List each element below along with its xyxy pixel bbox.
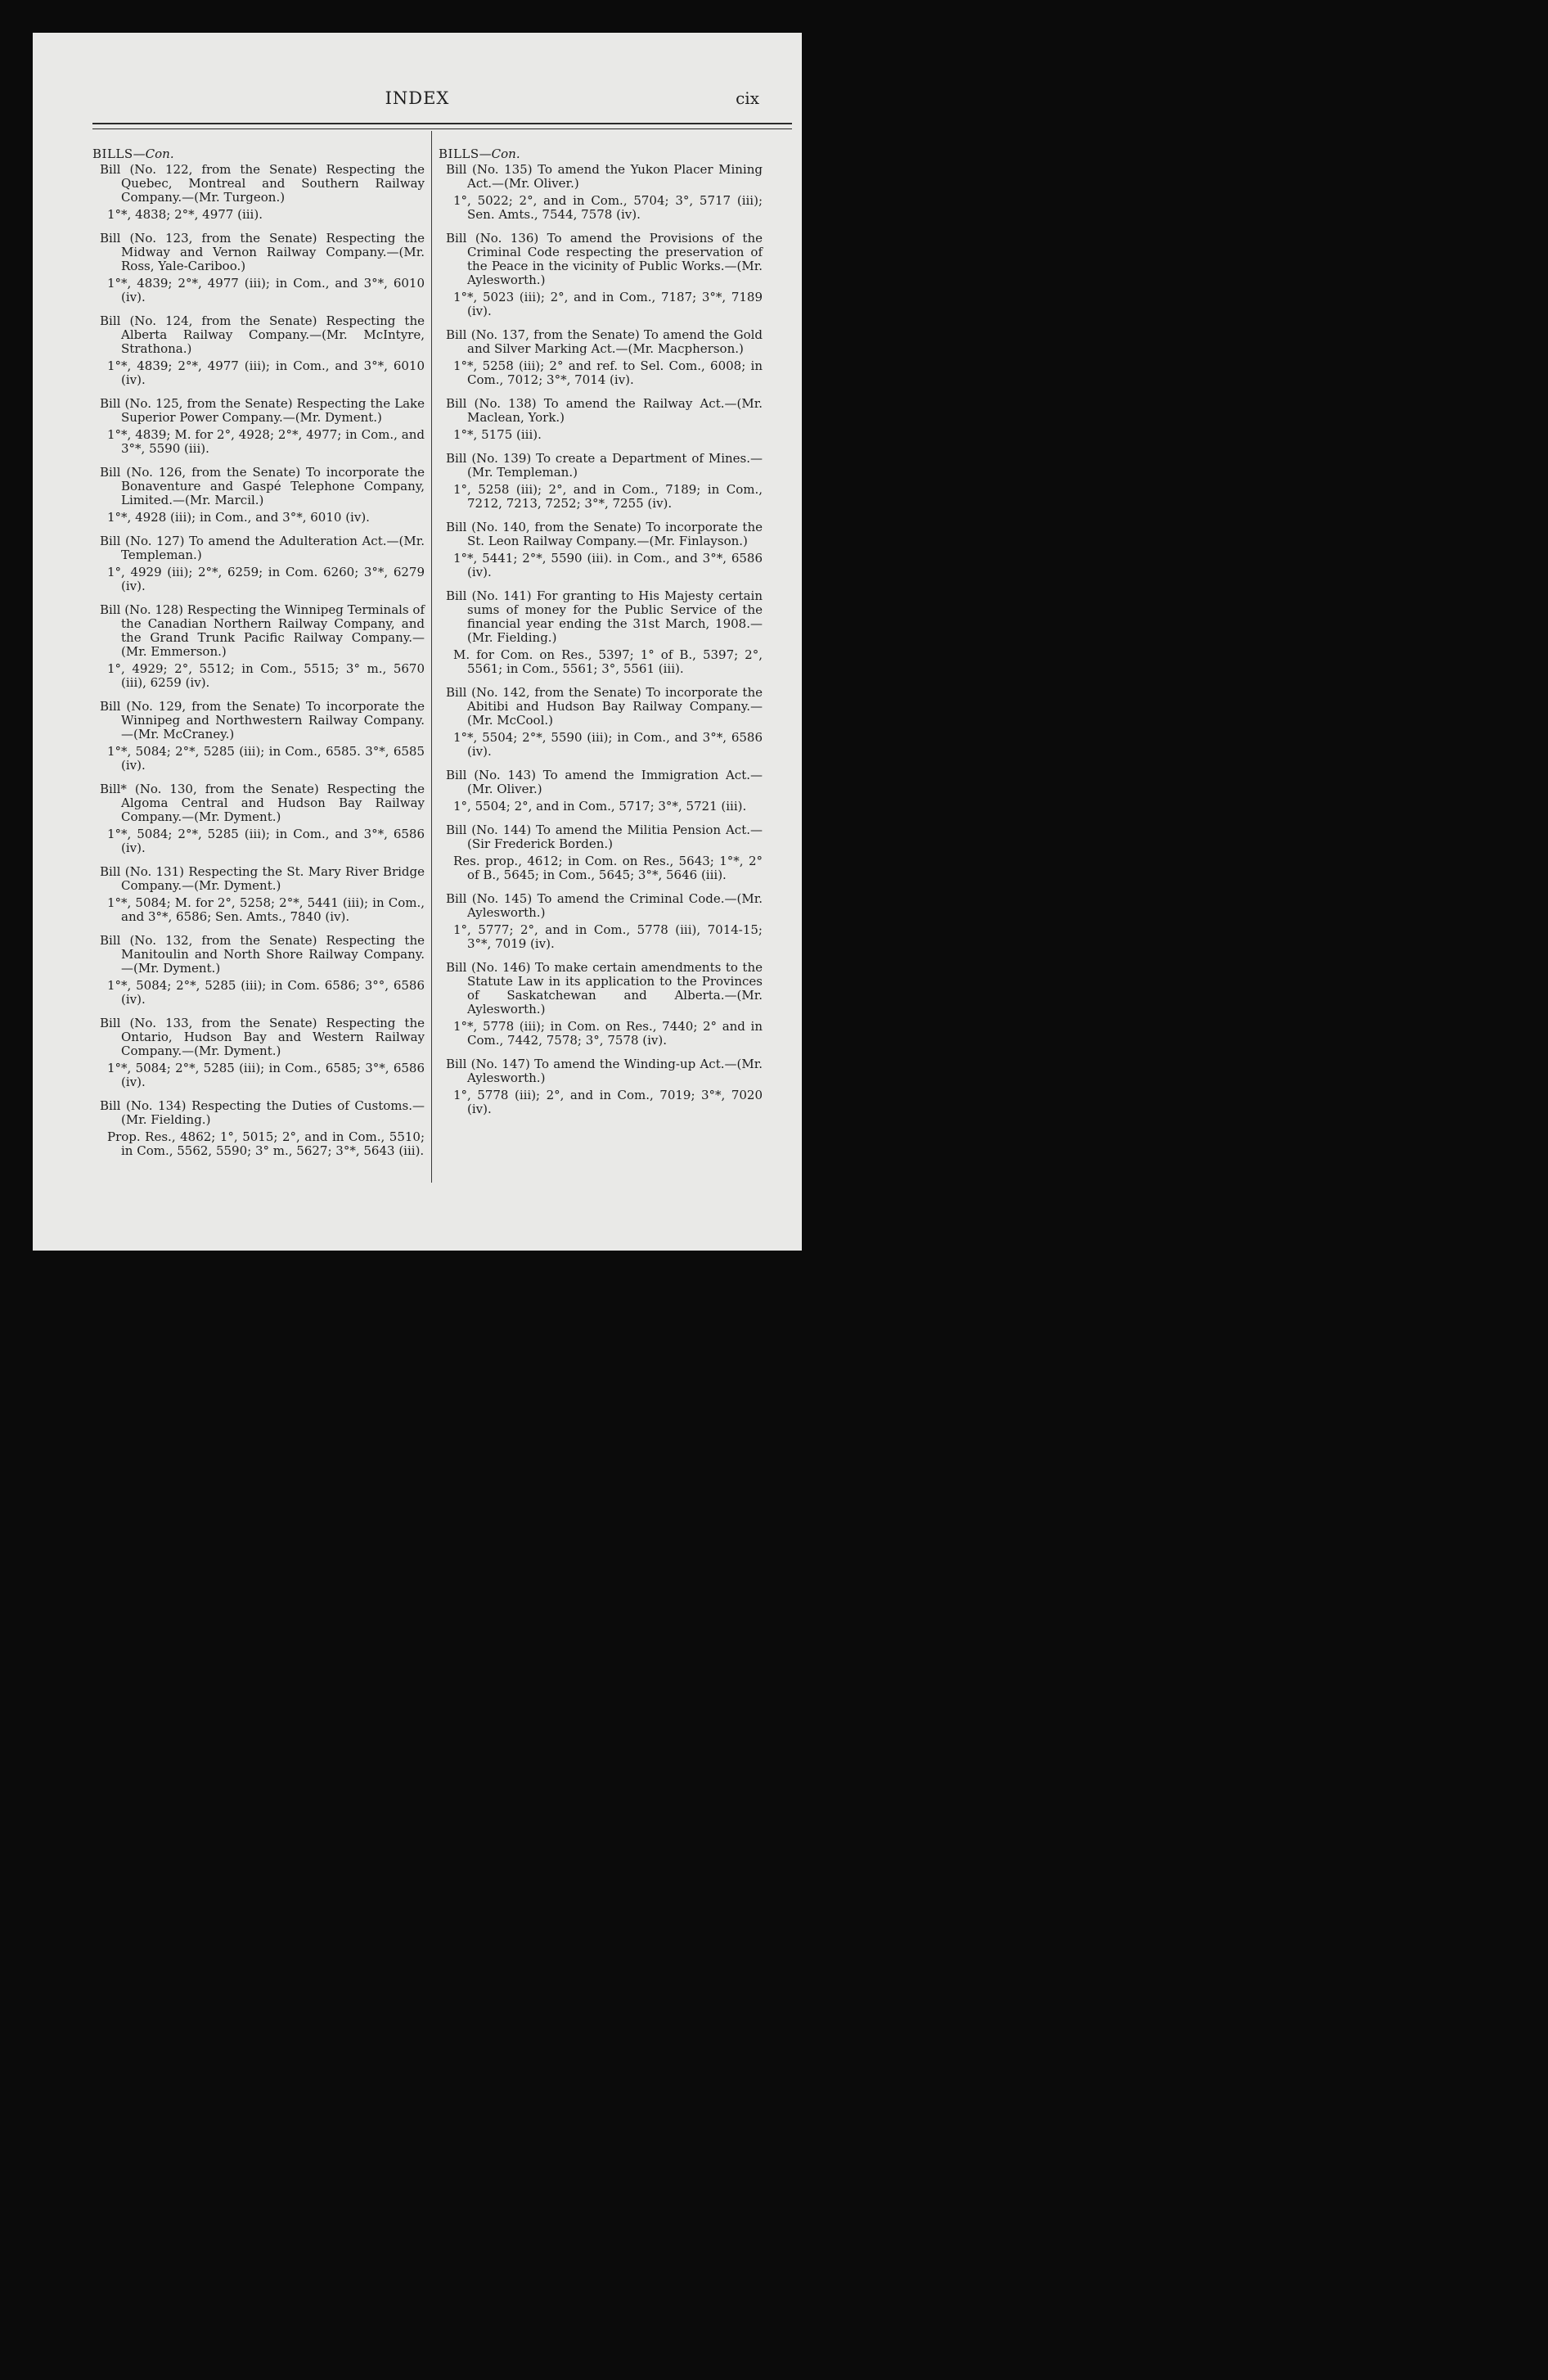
index-entry bbox=[439, 328, 763, 387]
entry-title: Bill (No. 144) To amend the Militia Pension Act.—(Sir Frederick Borden.) bbox=[446, 823, 763, 851]
heading-label: BILLS bbox=[92, 146, 133, 161]
entry-title: Bill (No. 143) To amend the Immigration Act.—(Mr. Oliver.) bbox=[446, 768, 763, 796]
entry-title: Bill (No. 126, from the Senate) To incorporate the Bonaventure and Gaspé Telephone Company, Limited.—(Mr. Marcil.) bbox=[100, 465, 425, 507]
entry-stages: 1°*, 5778 (iii); in Com. on Res., 7440; 2° and in Com., 7442, 7578; 3°, 7578 (iv). bbox=[453, 1019, 763, 1048]
index-entry bbox=[92, 1099, 425, 1158]
entry-stages: 1°, 5778 (iii); 2°, and in Com., 7019; 3°*, 7020 (iv). bbox=[453, 1088, 763, 1116]
entry-title: Bill (No. 146) To make certain amendments to the Statute Law in its application to the Provinces of Saskatchewan and Alberta.—(Mr. Aylesworth.) bbox=[446, 960, 763, 1016]
entry-stages: 1°*, 5258 (iii); 2° and ref. to Sel. Com., 6008; in Com., 7012; 3°*, 7014 (iv). bbox=[453, 358, 763, 387]
entry-stages: 1°*, 5023 (iii); 2°, and in Com., 7187; 3°*, 7189 (iv). bbox=[453, 290, 763, 318]
entry-stages: 1°*, 5084; 2°*, 5285 (iii); in Com. 6586; 3°°, 6586 (iv). bbox=[107, 978, 425, 1007]
header-rule-thin bbox=[92, 128, 792, 129]
entry-title: Bill (No. 141) For granting to His Majesty certain sums of money for the Public Service of the financial year ending the 31st March, 1908.—(Mr. Fielding.) bbox=[446, 588, 763, 645]
index-entry bbox=[92, 163, 425, 222]
index-entry bbox=[439, 589, 763, 676]
entry-title: Bill (No. 127) To amend the Adulteration Act.—(Mr. Templeman.) bbox=[100, 534, 425, 562]
entry-title: Bill (No. 139) To create a Department of Mines.—(Mr. Templeman.) bbox=[446, 451, 763, 480]
entry-stages: 1°*, 5084; M. for 2°, 5258; 2°*, 5441 (iii); in Com., and 3°*, 6586; Sen. Amts., 7840 (iv). bbox=[107, 895, 425, 924]
entry-stages: 1°*, 4839; 2°*, 4977 (iii); in Com., and 3°*, 6010 (iv). bbox=[107, 276, 425, 304]
entry-title: Bill (No. 129, from the Senate) To incorporate the Winnipeg and Northwestern Railway Company.—(Mr. McCraney.) bbox=[100, 699, 425, 741]
entry-stages: 1°*, 4839; M. for 2°, 4928; 2°*, 4977; in Com., and 3°*, 5590 (iii). bbox=[107, 427, 425, 456]
index-entry bbox=[439, 961, 763, 1048]
index-entry bbox=[92, 314, 425, 387]
index-entry bbox=[92, 865, 425, 924]
entry-stages: 1°*, 4928 (iii); in Com., and 3°*, 6010 (iv). bbox=[107, 510, 370, 525]
heading-suffix: —Con. bbox=[133, 146, 174, 161]
page-title: INDEX bbox=[385, 88, 450, 108]
entry-stages: 1°*, 5084; 2°*, 5285 (iii); in Com., 6585. 3°*, 6585 (iv). bbox=[107, 744, 425, 773]
entry-title: Bill (No. 132, from the Senate) Respecting the Manitoulin and North Shore Railway Company.—(Mr. Dyment.) bbox=[100, 933, 425, 976]
index-entry bbox=[92, 934, 425, 1007]
section-heading bbox=[439, 147, 763, 161]
entry-title: Bill* (No. 130, from the Senate) Respecting the Algoma Central and Hudson Bay Railway Company.—(Mr. Dyment.) bbox=[100, 782, 425, 824]
index-entry bbox=[439, 823, 763, 882]
index-entry bbox=[92, 232, 425, 304]
entry-stages: Res. prop., 4612; in Com. on Res., 5643; 1°*, 2° of B., 5645; in Com., 5645; 3°*, 5646 (iii). bbox=[453, 854, 763, 882]
entry-stages: 1°*, 5084; 2°*, 5285 (iii); in Com., 6585; 3°*, 6586 (iv). bbox=[107, 1061, 425, 1089]
entry-stages: 1°*, 5175 (iii). bbox=[453, 427, 542, 442]
entry-title: Bill (No. 125, from the Senate) Respecting the Lake Superior Power Company.—(Mr. Dyment.) bbox=[100, 396, 425, 425]
page-number: cix bbox=[736, 88, 759, 108]
entry-stages: 1°, 5022; 2°, and in Com., 5704; 3°, 5717 (iii); Sen. Amts., 7544, 7578 (iv). bbox=[453, 193, 763, 222]
entry-stages: 1°, 5258 (iii); 2°, and in Com., 7189; in Com., 7212, 7213, 7252; 3°*, 7255 (iv). bbox=[453, 482, 763, 511]
entry-title: Bill (No. 128) Respecting the Winnipeg Terminals of the Canadian Northern Railway Company, and the Grand Trunk Pacific Railway Company.—(Mr. Emmerson.) bbox=[100, 602, 425, 659]
header-rule-thick bbox=[92, 123, 792, 124]
column-divider bbox=[431, 131, 432, 1183]
heading-label: BILLS bbox=[439, 146, 479, 161]
entry-stages: 1°*, 4839; 2°*, 4977 (iii); in Com., and 3°*, 6010 (iv). bbox=[107, 358, 425, 387]
entry-title: Bill (No. 131) Respecting the St. Mary River Bridge Company.—(Mr. Dyment.) bbox=[100, 864, 425, 893]
entry-stages: 1°*, 4838; 2°*, 4977 (iii). bbox=[107, 207, 263, 222]
entry-title: Bill (No. 123, from the Senate) Respecting the Midway and Vernon Railway Company.—(Mr. Ross, Yale-Cariboo.) bbox=[100, 231, 425, 273]
entry-title: Bill (No. 134) Respecting the Duties of Customs.—(Mr. Fielding.) bbox=[100, 1098, 425, 1127]
index-entry bbox=[92, 534, 425, 593]
entry-title: Bill (No. 138) To amend the Railway Act.—(Mr. Maclean, York.) bbox=[446, 396, 763, 425]
entry-stages: 1°, 5504; 2°, and in Com., 5717; 3°*, 5721 (iii). bbox=[453, 799, 747, 814]
entry-title: Bill (No. 122, from the Senate) Respecting the Quebec, Montreal and Southern Railway Company.—(Mr. Turgeon.) bbox=[100, 162, 425, 205]
index-entry bbox=[439, 163, 763, 222]
index-entry bbox=[92, 603, 425, 690]
index-entry bbox=[439, 521, 763, 579]
index-entry bbox=[439, 397, 763, 442]
entry-list bbox=[92, 163, 425, 1158]
entry-stages: 1°, 4929 (iii); 2°*, 6259; in Com. 6260; 3°*, 6279 (iv). bbox=[107, 565, 425, 593]
entry-title: Bill (No. 124, from the Senate) Respecting the Alberta Railway Company.—(Mr. McIntyre, Strathona.) bbox=[100, 313, 425, 356]
index-entry bbox=[92, 397, 425, 456]
left-column bbox=[92, 147, 425, 1168]
entry-list bbox=[439, 163, 763, 1116]
entry-title: Bill (No. 133, from the Senate) Respecting the Ontario, Hudson Bay and Western Railway Company.—(Mr. Dyment.) bbox=[100, 1016, 425, 1058]
entry-title: Bill (No. 142, from the Senate) To incorporate the Abitibi and Hudson Bay Railway Company.—(Mr. McCool.) bbox=[446, 685, 763, 728]
index-entry bbox=[439, 452, 763, 511]
index-entry bbox=[92, 782, 425, 855]
index-entry bbox=[439, 232, 763, 318]
entry-title: Bill (No. 147) To amend the Winding-up Act.—(Mr. Aylesworth.) bbox=[446, 1057, 763, 1085]
index-entry bbox=[92, 466, 425, 525]
entry-title: Bill (No. 145) To amend the Criminal Code.—(Mr. Aylesworth.) bbox=[446, 891, 763, 920]
index-entry bbox=[92, 700, 425, 773]
entry-title: Bill (No. 136) To amend the Provisions of the Criminal Code respecting the preservation of the Peace in the vicinity of Public Works.—(Mr. Aylesworth.) bbox=[446, 231, 763, 287]
index-entry bbox=[92, 1016, 425, 1089]
entry-title: Bill (No. 137, from the Senate) To amend the Gold and Silver Marking Act.—(Mr. Macpherson.) bbox=[446, 327, 763, 356]
entry-stages: Prop. Res., 4862; 1°, 5015; 2°, and in Com., 5510; in Com., 5562, 5590; 3° m., 5627; 3°*, 5643 (iii). bbox=[107, 1129, 425, 1158]
index-entry bbox=[439, 769, 763, 814]
entry-title: Bill (No. 140, from the Senate) To incorporate the St. Leon Railway Company.—(Mr. Finlayson.) bbox=[446, 520, 763, 548]
entry-stages: 1°, 5777; 2°, and in Com., 5778 (iii), 7014-15; 3°*, 7019 (iv). bbox=[453, 922, 763, 951]
section-heading bbox=[92, 147, 425, 161]
entry-stages: 1°*, 5504; 2°*, 5590 (iii); in Com., and 3°*, 6586 (iv). bbox=[453, 730, 763, 759]
heading-suffix: —Con. bbox=[479, 146, 520, 161]
page-header bbox=[33, 88, 802, 121]
right-column bbox=[439, 147, 763, 1126]
entry-stages: 1°*, 5084; 2°*, 5285 (iii); in Com., and 3°*, 6586 (iv). bbox=[107, 827, 425, 855]
index-entry bbox=[439, 1057, 763, 1116]
index-entry bbox=[439, 892, 763, 951]
entry-title: Bill (No. 135) To amend the Yukon Placer Mining Act.—(Mr. Oliver.) bbox=[446, 162, 763, 191]
entry-stages: M. for Com. on Res., 5397; 1° of B., 5397; 2°, 5561; in Com., 5561; 3°, 5561 (iii). bbox=[453, 647, 763, 676]
index-page bbox=[33, 33, 802, 1251]
entry-stages: 1°*, 5441; 2°*, 5590 (iii). in Com., and 3°*, 6586 (iv). bbox=[453, 551, 763, 579]
index-entry bbox=[439, 686, 763, 759]
entry-stages: 1°, 4929; 2°, 5512; in Com., 5515; 3° m., 5670 (iii), 6259 (iv). bbox=[107, 661, 425, 690]
